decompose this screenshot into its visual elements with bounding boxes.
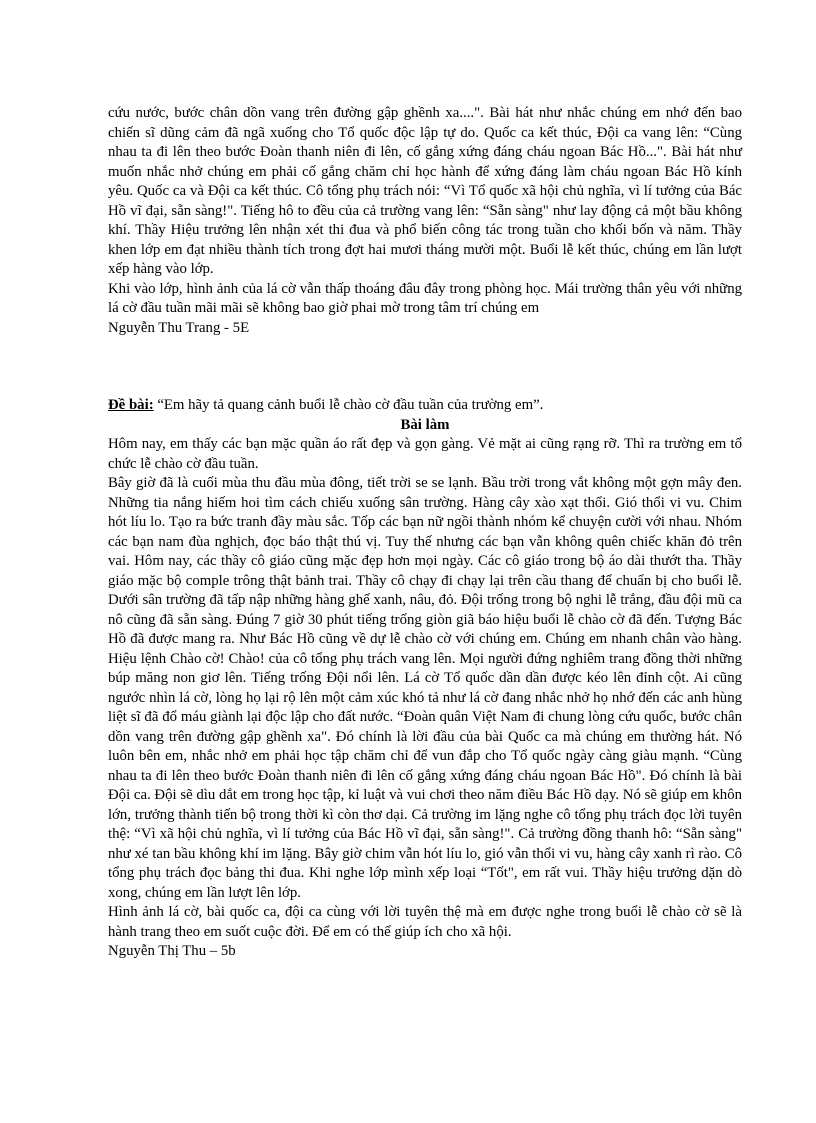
section-spacer: [108, 338, 742, 396]
essay-prompt: [108, 396, 742, 416]
essay-two-paragraph-3: Hình ảnh lá cờ, bài quốc ca, đội ca cùng với lời tuyên thệ mà em được nghe trong buổi lễ chào cờ sẽ là hành trang theo em suốt cuộc đời. Để em có thể giúp ích cho xã hội.: [108, 904, 742, 940]
essay-one-paragraph-2: Khi vào lớp, hình ảnh của lá cờ vẫn thấp thoáng đâu đây trong phòng học. Mái trường thân yêu với những lá cờ đầu tuần mãi mãi sẽ không bao giờ phai mờ trong tâm trí chúng em: [108, 280, 742, 316]
essay-two-paragraph-2: Bây giờ đã là cuối mùa thu đầu mùa đông, tiết trời se se lạnh. Bầu trời trong vắt không một gợn mây đen. Những tia nắng hiếm hoi tìm cách chiếu xuống sân trường. Hàng cây xào xạt thổi. Gió thổi vi vu. Chim hót líu lo. Tạo ra bức tranh đầy màu sắc. Tốp các bạn nữ ngồi thành nhóm kể chuyện cười với nhau. Nhóm các bạn nam đùa nghịch, đọc báo thật thú vị. Tuy thế nhưng các bạn vẫn không quên chiếc khăn đỏ trên vai. Hôm nay, các thầy cô giáo cũng mặc đẹp hơn mọi ngày. Các cô giáo trong bộ áo dài thướt tha. Thầy giáo mặc bộ comple trông thật bảnh trai. Thầy cô chạy đi chạy lại trên cầu thang để chuẩn bị cho buổi lễ. Dưới sân trường đã tấp nập những hàng ghế xanh, nâu, đỏ. Đội trống trong bộ nghi lễ trắng, đầu đội mũ ca nô cũng đã sẵn sàng. Đúng 7 giờ 30 phút tiếng trống giòn giã báo hiệu buổi lễ chào cờ đã đến. Tượng Bác Hồ đã được mang ra. Như Bác Hồ cũng về dự lễ chào cờ với chúng em. Chúng em nhanh chân vào hàng. Hiệu lệnh Chào cờ! Chào! của cô tổng phụ trách vang lên. Mọi người đứng nghiêm trang đồng thời những búp măng non giơ lên. Tiếng trống Đội nổi lên. Lá cờ Tổ quốc dần dần được kéo lên đỉnh cột. Ai cũng ngước nhìn lá cờ, lòng họ lại rộ lên một cảm xúc khó tả như lá cờ đang nhắc nhở họ nhớ đến các anh hùng liệt sĩ đã đổ máu giành lại độc lập cho đất nước. “Đoàn quân Việt Nam đi chung lòng cứu quốc, bước chân dồn vang trên đường gập ghềnh xa". Đó chính là lời đầu của bài Quốc ca mà chúng em thường hát. Nó luôn bên em, nhắc nhở em phải học tập chăm chỉ để vun đắp cho Tổ quốc ngày càng giàu mạnh. “Cùng nhau ta đi lên theo bước Đoàn thanh niên đi lên cố gắng xứng đáng cháu ngoan Bác Hồ". Đó chính là bài Đội ca. Đội sẽ dìu dắt em trong học tập, kỉ luật và vui chơi theo năm điều Bác Hồ dạy. Nó sẽ giúp em khôn lớn, trưởng thành tiến bộ trong thời kì còn thơ dại. Cả trường im lặng nghe cô tổng phụ trách đọc lời tuyên thệ: “Vì xã hội chủ nghĩa, vì lí tưởng của Bác Hồ vĩ đại, sẵn sàng!". Cả trường đồng thanh hô: “Sẵn sàng" như xé tan bầu không khí im lặng. Bây giờ chim vẫn hót líu lo, gió vẫn thổi vi vu, hàng cây xanh rì rào. Cô tổng phụ trách đọc bảng thi đua. Khi nghe lớp mình xếp loại “Tốt", em rất vui. Thầy hiệu trưởng dặn dò xong, chúng em lần lượt lên lớp.: [108, 475, 742, 901]
prompt-label: Đề bài:: [108, 397, 154, 413]
essay-two-signature: Nguyễn Thị Thu – 5b: [108, 943, 236, 959]
essay-one-paragraph-1: cứu nước, bước chân dồn vang trên đường gập ghềnh xa....". Bài hát như nhắc chúng em nhớ đến bao chiến sĩ dũng cảm đã ngã xuống cho Tổ quốc độc lập tự do. Quốc ca kết thúc, Đội ca vang lên: “Cùng nhau ta đi lên theo bước Đoàn thanh niên đi lên, cố gắng xứng đáng cháu ngoan Bác Hồ...". Bài hát như muốn nhắc nhở chúng em phải cố gắng chăm chỉ học hành để xứng đáng làm cháu ngoan Bác Hồ kính yêu. Quốc ca và Đội ca kết thúc. Cô tổng phụ trách nói: “Vì Tổ quốc xã hội chủ nghĩa, vì lí tưởng của Bác Hồ vĩ đại, sẵn sàng!". Tiếng hô to đều của cả trường vang lên: “Sẵn sàng" như lay động cả một bầu không khí. Thầy Hiệu trưởng lên nhận xét thi đua và phổ biến công tác trong tuần cho khối bốn và năm. Thầy khen lớp em đạt nhiều thành tích trong đợt hai mươi tháng mười một. Buổi lễ kết thúc, chúng em lần lượt xếp hàng vào lớp.: [108, 105, 742, 277]
prompt-text: “Em hãy tả quang cảnh buổi lễ chào cờ đầu tuần của trường em”.: [153, 397, 544, 413]
essay-one-signature: Nguyễn Thu Trang - 5E: [108, 319, 250, 336]
essay-heading: Bài làm: [400, 416, 450, 433]
document-page: [108, 104, 742, 962]
essay-two: [108, 396, 742, 962]
essay-two-paragraph-1: Hôm nay, em thấy các bạn mặc quần áo rất đẹp và gọn gàng. Vẻ mặt ai cũng rạng rỡ. Thì ra trường em tổ chức lễ chào cờ đầu tuần.: [108, 436, 742, 472]
essay-one: [108, 104, 742, 338]
